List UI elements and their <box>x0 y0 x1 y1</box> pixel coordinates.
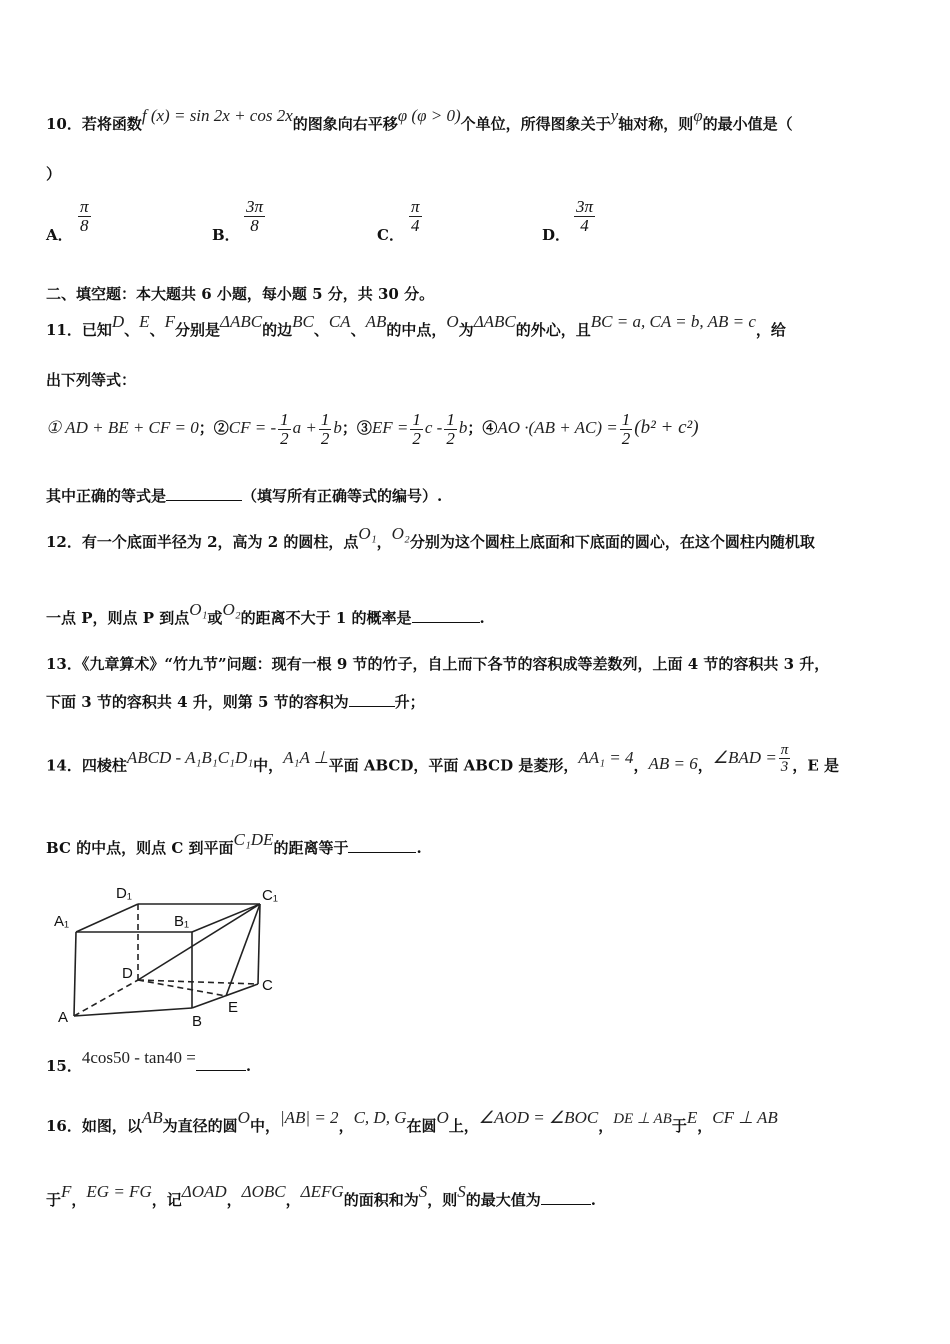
label-a1: A₁ <box>54 913 70 930</box>
q11-equations: ① AD + BE + CF = 0；②CF = - $\frac{1}{2}$ a + $\frac{1}{2}$ b；③EF = $\frac{1}{2}$ c - $\frac{1}{2}$ b；④AO ·(AB + AC) = $\frac{1}{2}$ (b² + c²) <box>46 409 699 448</box>
q12-line2: 一点 P，则点 P 到点O₁或O₂的距离不大于 1 的概率是 . <box>46 600 485 627</box>
section-heading: 二、填空题：本大题共 6 小题，每小题 5 分，共 30 分。 <box>46 285 435 303</box>
q14-line2: BC 的中点，则点 C 到平面C₁DE的距离等于 . <box>46 830 422 857</box>
q10-text: 的图象向右平移 <box>292 115 398 133</box>
label-d: D <box>122 965 133 982</box>
label-d1: D₁ <box>116 885 132 902</box>
option-label: D． <box>542 226 571 244</box>
edge-b-c <box>192 984 258 1008</box>
label-b: B <box>192 1013 203 1030</box>
option-fraction: $\frac{\pi}{8}$ <box>80 197 89 235</box>
q10-function: f (x) = sin 2x + cos 2x <box>141 106 293 125</box>
q10-text: 轴对称，则 <box>618 115 694 133</box>
q11-answer-line: 其中正确的等式是 （填写所有正确等式的编号）. <box>46 487 443 505</box>
q10-text: 个单位，所得图象关于 <box>460 115 611 133</box>
edge-a1-d1 <box>76 904 138 932</box>
q10-line1 <box>46 106 793 134</box>
edge-e-c1 <box>226 904 260 996</box>
q13-line1: 13．《九章算术》“竹九节”问题：现有一根 9 节的竹子，自上而下各节的容积成等差数列，上面 4 节的容积共 3 升， <box>46 655 830 673</box>
prism-figure <box>46 880 296 1030</box>
q10-y: y <box>610 106 619 125</box>
option-label: C． <box>377 226 404 244</box>
label-c1: C₁ <box>262 887 278 904</box>
equation-1: ① AD + BE + CF = 0 <box>46 418 199 437</box>
q10-phi2: φ <box>693 106 703 125</box>
answer-blank[interactable] <box>348 838 416 853</box>
label-a: A <box>58 1009 69 1026</box>
q15-line: 15．4cos50 - tan40 = . <box>46 1048 252 1075</box>
answer-blank[interactable] <box>349 692 395 707</box>
equation-2: CF = - <box>228 418 277 437</box>
q11-line2: 出下列等式： <box>46 371 137 389</box>
q11-line1: 11．已知D、E、F分别是ΔABC的边BC、CA、AB的中点，O为ΔABC的外心，且BC = a, CA = b, AB = c，给 <box>46 312 786 339</box>
edge-d-c1 <box>138 904 260 980</box>
option-fraction: $\frac{3\pi}{4}$ <box>576 197 594 235</box>
edge-a-b <box>74 1008 192 1016</box>
edge-a1-a <box>74 932 76 1016</box>
label-e: E <box>228 999 239 1016</box>
q10-text: 10．若将函数 <box>46 115 142 133</box>
option-fraction: $\frac{\pi}{4}$ <box>411 197 420 235</box>
equation-4: AO ·(AB + AC) = <box>497 418 618 437</box>
q10-text: 的最小值是（ <box>702 115 793 133</box>
q16-line1: 16．如图，以AB为直径的圆O中，|AB| = 2，C, D, G在圆O上，∠AOD = ∠BOC，DE ⊥ AB于E，CF ⊥ AB <box>46 1108 778 1135</box>
option-label: A． <box>46 226 73 244</box>
answer-blank[interactable] <box>412 608 480 623</box>
q14-line1: 14．四棱柱ABCD - A₁B₁C₁D₁中，A₁A ⊥平面 ABCD，平面 ABCD 是菱形，AA₁ = 4，AB = 6，∠BAD = $\frac{\pi}{3}$ ，E 是 <box>46 742 839 775</box>
q10-phi: φ (φ > 0) <box>397 106 461 125</box>
edge-b1-c1 <box>192 904 260 932</box>
q12-line1: 12．有一个底面半径为 2，高为 2 的圆柱，点O₁，O₂分别为这个圆柱上底面和下底面的圆心，在这个圆柱内随机取 <box>46 524 815 551</box>
label-c: C <box>262 977 273 994</box>
edge-a-d <box>74 980 138 1016</box>
q16-line2: 于F，EG = FG，记ΔOAD，ΔOBC，ΔEFG的面积和为S，则S的最大值为 . <box>46 1182 596 1209</box>
edge-c1-c <box>258 904 260 984</box>
answer-blank[interactable] <box>541 1190 591 1205</box>
label-b1: B₁ <box>174 913 190 930</box>
answer-blank[interactable] <box>166 486 242 501</box>
q10-line2: ） <box>46 165 62 183</box>
equation-3: EF = <box>371 418 409 437</box>
answer-blank[interactable] <box>196 1056 246 1071</box>
edge-d-c <box>138 980 258 984</box>
q13-line2: 下面 3 节的容积共 4 升，则第 5 节的容积为 升； <box>46 693 425 711</box>
q15-expression: 4cos50 - tan40 = <box>81 1048 196 1067</box>
option-label: B． <box>212 226 240 244</box>
option-fraction: $\frac{3\pi}{8}$ <box>246 197 264 235</box>
